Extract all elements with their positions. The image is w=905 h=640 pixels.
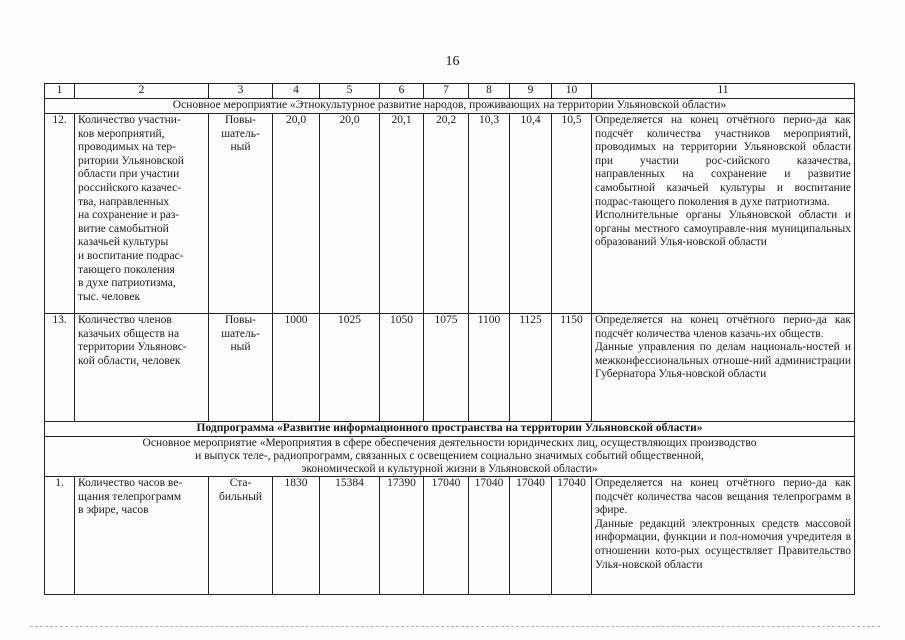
- table-row: [45, 314, 855, 422]
- section-title: Основное мероприятие «Этнокультурное развитие народов, проживающих на территории Ульяновской области»: [45, 99, 855, 114]
- column-number: 7: [424, 84, 469, 99]
- value-cell: 1075: [424, 314, 469, 422]
- value-cell: 17040: [469, 477, 510, 595]
- indicator-type: Повы- шатель- ный: [209, 114, 273, 314]
- value-cell: 1125: [510, 314, 552, 422]
- column-number: 6: [380, 84, 424, 99]
- value-cell: 15384: [320, 477, 380, 595]
- value-cell: 10,3: [469, 114, 510, 314]
- table-row: [45, 114, 855, 314]
- value-cell: 20,0: [273, 114, 320, 314]
- section-row: [45, 99, 855, 114]
- note-paragraph: Определяется на конец отчётного перио-да как подсчёт количества часов вещания телепрограмм в эфире.: [595, 477, 851, 517]
- value-cell: 10,4: [510, 114, 552, 314]
- value-cell: 1050: [380, 314, 424, 422]
- value-cell: 1150: [552, 314, 592, 422]
- value-cell: 1025: [320, 314, 380, 422]
- value-cell: 20,0: [320, 114, 380, 314]
- value-cell: 1000: [273, 314, 320, 422]
- section-row: [45, 437, 855, 477]
- note-cell: [592, 314, 855, 422]
- value-cell: 10,5: [552, 114, 592, 314]
- subprogram-title: Подпрограмма «Развитие информационного пространства на территории Ульяновской области»: [45, 422, 855, 437]
- value-cell: 20,2: [424, 114, 469, 314]
- subprogram-row: [45, 422, 855, 437]
- column-number: 1: [45, 84, 75, 99]
- note-paragraph: Данные редакций электронных средств массовой информации, функции и пол-номочия учредителя в отношении кото-рых осуществляет Правительство Улья-новской области: [595, 517, 851, 571]
- column-number: 2: [75, 84, 209, 99]
- note-cell: [592, 477, 855, 595]
- column-number: 5: [320, 84, 380, 99]
- note-paragraph: Определяется на конец отчётного перио-да как подсчёт количества членов казачь-их обществ.: [595, 314, 851, 340]
- indicator-table: [44, 83, 855, 595]
- note-paragraph: Исполнительные органы Ульяновской области и органы местного самоуправле-ния муниципальных образований Улья-новской области: [595, 209, 851, 249]
- column-number: 9: [510, 84, 552, 99]
- scan-artifact-line: [30, 626, 880, 628]
- value-cell: 17040: [424, 477, 469, 595]
- page-number: 16: [445, 54, 460, 69]
- value-cell: 1100: [469, 314, 510, 422]
- column-number: 3: [209, 84, 273, 99]
- value-cell: 17390: [380, 477, 424, 595]
- row-number: 13.: [45, 314, 75, 422]
- indicator-name: Количество часов ве- щания телепрограмм в эфире, часов: [75, 477, 209, 595]
- column-number: 10: [552, 84, 592, 99]
- note-paragraph: Определяется на конец отчётного перио-да как подсчёт количества участников мероприятий, проводимых на территории Ульяновской области при участии рос-сийского казачества, направленных на сохранение и развитие самобытной казачьей культуры и воспитание подрас-тающего поколения в духе патриотизма.: [595, 114, 851, 208]
- column-number: 8: [469, 84, 510, 99]
- indicator-name: Количество участни- ков мероприятий, проводимых на тер- ритории Ульяновской области при участии российского казачес- тва, направленных на сохранение и раз- витие самобытной казачьей культуры и воспитание подрас- тающего поколения в духе патриотизма, тыс. человек: [75, 114, 209, 314]
- table-row: [45, 477, 855, 595]
- indicator-name: Количество членов казачьих обществ на территории Ульяновс- кой области, человек: [75, 314, 209, 422]
- value-cell: 17040: [552, 477, 592, 595]
- column-numbers-row: [45, 84, 855, 99]
- row-number: 12.: [45, 114, 75, 314]
- indicator-type: Повы- шатель- ный: [209, 314, 273, 422]
- indicator-type: Ста- бильный: [209, 477, 273, 595]
- column-number: 11: [592, 84, 855, 99]
- column-number: 4: [273, 84, 320, 99]
- section-title: Основное мероприятие «Мероприятия в сфере обеспечения деятельности юридических лиц, осуществляющих производство и выпуск теле-, радиопрограмм, связанных с освещением социально значимых событий общественной, экономической и культурной жизни в Ульяновской области»: [45, 437, 855, 477]
- note-paragraph: Данные управления по делам националь-ностей и межконфессиональных отноше-ний администрации Губернатора Улья-новской области: [595, 341, 851, 381]
- value-cell: 17040: [510, 477, 552, 595]
- row-number: 1.: [45, 477, 75, 595]
- note-cell: [592, 114, 855, 314]
- value-cell: 20,1: [380, 114, 424, 314]
- value-cell: 1830: [273, 477, 320, 595]
